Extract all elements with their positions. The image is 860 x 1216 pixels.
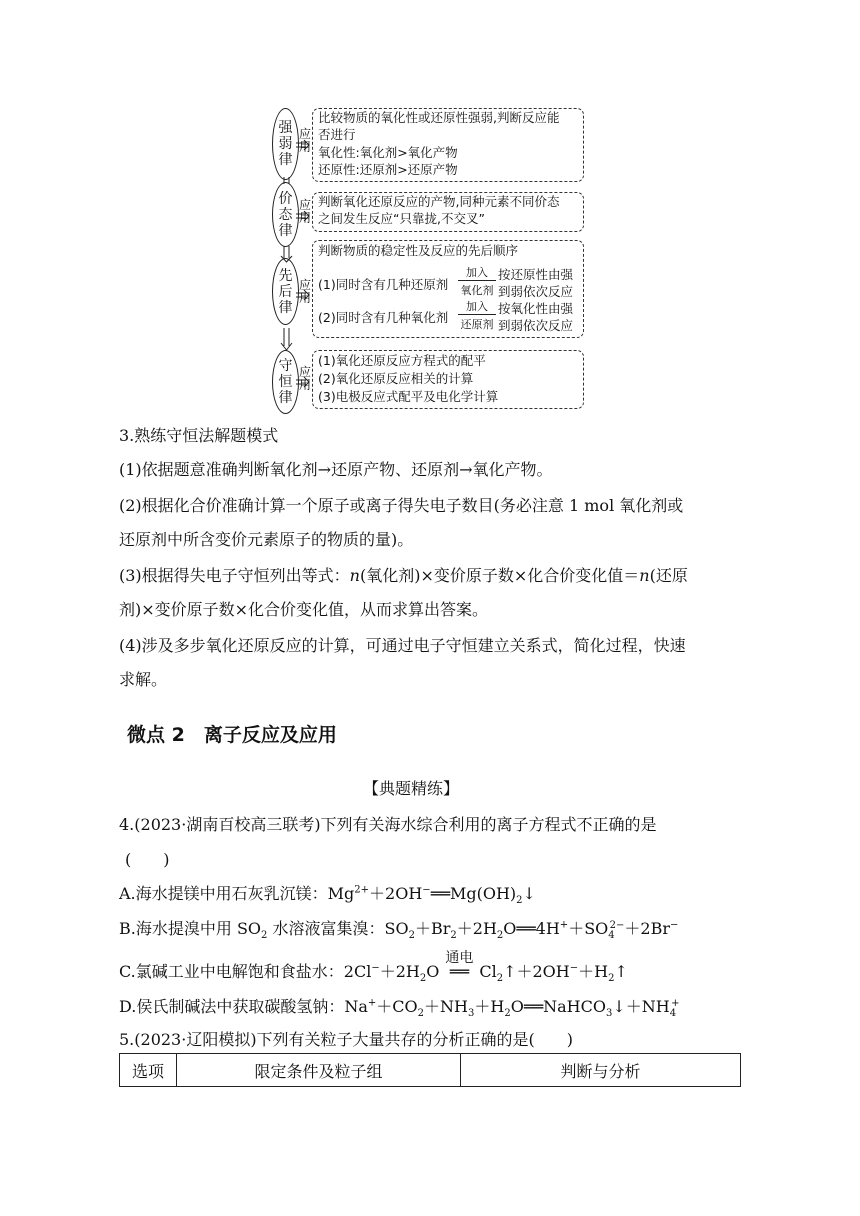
table-header-cell: 选项 [120, 1054, 177, 1086]
answer-paren: ( ) [125, 850, 170, 869]
application-label: 应 用 [299, 198, 312, 225]
paragraph: (4)涉及多步氧化还原反应的计算，可通过电子守恒建立关系式，简化过程，快速 [119, 636, 686, 655]
paragraph: 还原剂中所含变价元素原子的物质的量)。 [119, 530, 414, 549]
arrow-condition: 加入 [466, 266, 488, 279]
law-oval-strength: 强 弱 律 [272, 108, 299, 180]
option-c: C.氯碱工业中电解饱和食盐水：$2Cl^-+2H_2O$ 通电 ══ $Cl_2↑+2OH^-+H_2↑$ [119, 950, 628, 985]
arrow-line [458, 314, 496, 315]
arrow-condition: 加入 [466, 300, 488, 313]
text-line: 到弱依次反应 [498, 318, 574, 333]
law-oval-conservation: 守 恒 律 [272, 350, 299, 414]
text-line: (3)电极反应式配平及电化学计算 [318, 389, 499, 404]
application-label: 应 用 [299, 127, 312, 154]
text-line: (1)同时含有几种还原剂 [318, 277, 449, 292]
paragraph: (2)根据化合价准确计算一个原子或离子得失电子数目(务必注意 1 mol 氧化剂或 [119, 496, 684, 515]
law-oval-order: 先 后 律 [272, 258, 299, 325]
paragraph: 剂)×变价原子数×化合价变化值，从而求算出答案。 [119, 600, 489, 619]
paragraph: (1)依据题意准确判断氧化剂→还原产物、还原剂→氧化产物。 [119, 460, 553, 479]
subheading: 【典题精练】 [363, 779, 460, 798]
text-line: 氧化性:氧化剂>氧化产物 [318, 145, 458, 160]
table-header-row [119, 1053, 741, 1087]
arrow-condition: 氧化剂 [460, 284, 494, 297]
paragraph: 求解。 [119, 670, 168, 689]
option-d: D.侯氏制碱法中获取碳酸氢钠：$Na^++CO_2+NH_3+H_2O══NaHCO_3↓+NH_4^+$ [119, 997, 680, 1020]
text-line: 按氧化性由强 [498, 301, 574, 316]
question-stem: 4.(2023·湖南百校高三联考)下列有关海水综合利用的离子方程式不正确的是 [119, 815, 657, 834]
text-line: 还原性:还原剂>还原产物 [318, 162, 458, 177]
section-heading: 微点 2 离子反应及应用 [127, 724, 337, 746]
text-line: (2)同时含有几种氧化剂 [318, 310, 449, 325]
arrow-condition: 还原剂 [460, 318, 494, 331]
option-a: A.海水提镁中用石灰乳沉镁：$Mg^{2+}+2OH^-══Mg(OH)_2↓$ [119, 884, 536, 907]
text-line: 按还原性由强 [498, 267, 574, 282]
law-oval-valence: 价 态 律 [272, 182, 299, 247]
arrow-line [458, 280, 496, 281]
question-stem: 5.(2023·辽阳模拟)下列有关粒子大量共存的分析正确的是( ) [119, 1030, 574, 1049]
table-header-cell: 判断与分析 [560, 1061, 641, 1081]
paragraph: (3)根据得失电子守恒列出等式：n(氧化剂)×变价原子数×化合价变化值＝n(还原 [119, 566, 688, 585]
text-line: 判断物质的稳定性及反应的先后顺序 [318, 243, 519, 258]
text-line: 否进行 [318, 127, 356, 142]
text-line: 之间发生反应“只靠拢,不交叉” [318, 211, 485, 226]
text-line: (1)氧化还原反应方程式的配平 [318, 353, 486, 368]
application-label: 应 用 [299, 365, 312, 392]
table-header-cell: 限定条件及粒子组 [177, 1054, 461, 1086]
section-title: 3.熟练守恒法解题模式 [119, 426, 279, 445]
option-b: B.海水提溴中用 $SO_2$ 水溶液富集溴：$SO_2+Br_2+2H_2O══4H^++SO_4^{2-}+2Br^-$ [119, 919, 679, 942]
application-label: 应 用 [299, 278, 312, 305]
text-line: 判断氧化还原反应的产物,同种元素不同价态 [318, 194, 560, 209]
text-line: (2)氧化还原反应相关的计算 [318, 371, 474, 386]
text-line: 比较物质的氧化性或还原性强弱,判断反应能 [318, 110, 560, 125]
text-line: 到弱依次反应 [498, 284, 574, 299]
